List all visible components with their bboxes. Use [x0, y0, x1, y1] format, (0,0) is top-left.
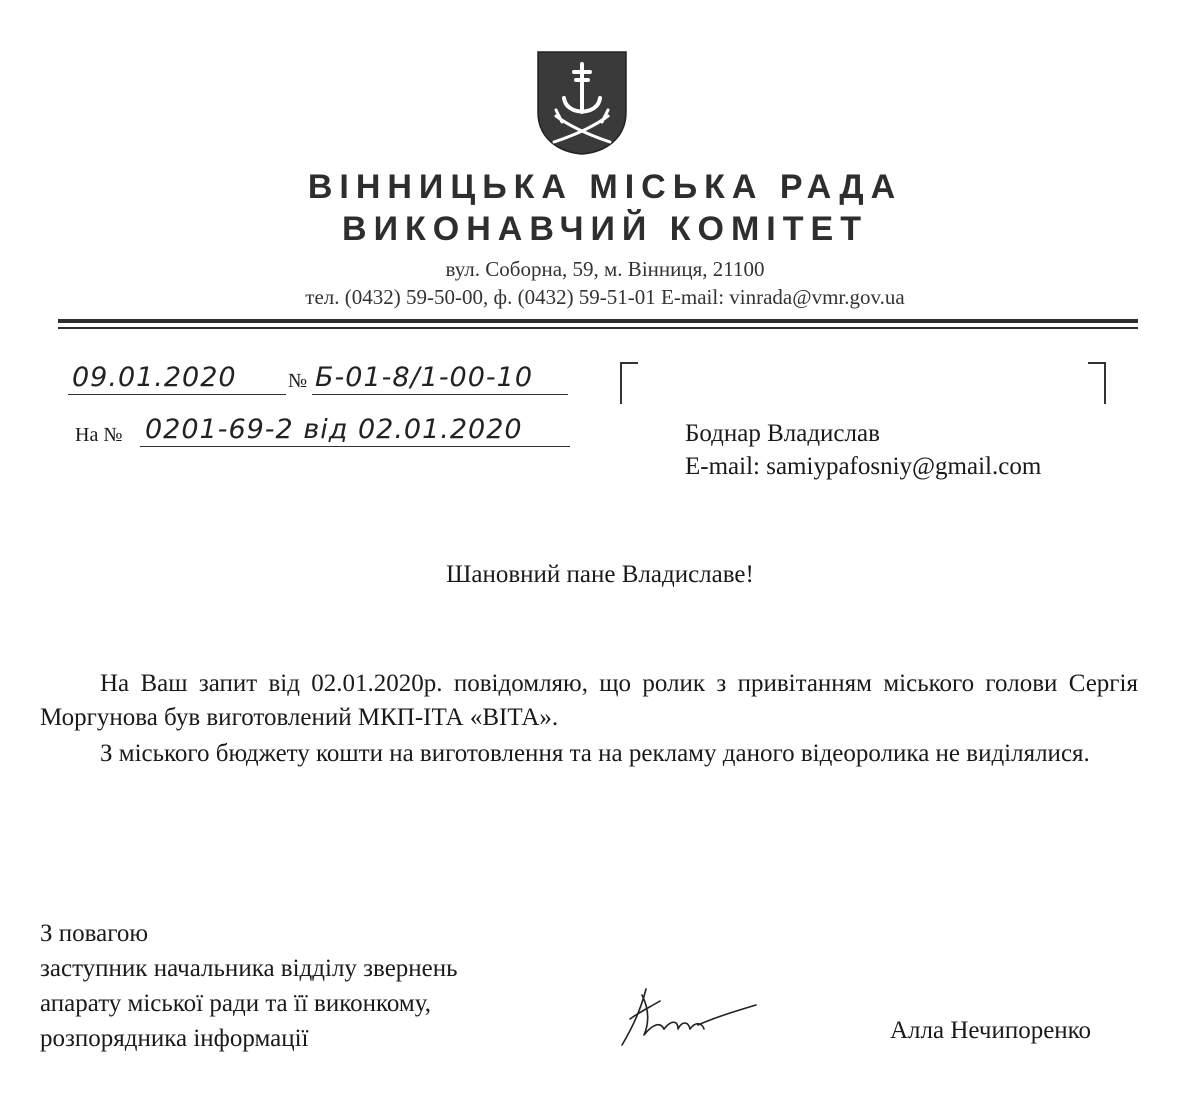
recipient-name: Боднар Владислав	[685, 420, 880, 447]
reply-underline	[140, 446, 570, 447]
address-corner-right	[1088, 362, 1106, 404]
outgoing-number: Б-01-8/1-00-10	[315, 362, 534, 393]
organization-subtitle: ВИКОНАВЧИЙ КОМІТЕТ	[342, 210, 868, 248]
coat-of-arms-icon	[536, 50, 628, 156]
header-divider-thin	[58, 327, 1138, 329]
header-divider-thick	[58, 319, 1138, 323]
outgoing-number-label: №	[288, 370, 308, 392]
recipient-email: E-mail: samiypafosniy@gmail.com	[685, 453, 1042, 480]
letter-paragraph: З міського бюджету кошти на виготовлення та на рекламу даного відеоролика не виділялися.	[100, 740, 1090, 767]
reply-reference-label: На №	[75, 424, 123, 446]
date-underline	[68, 394, 286, 395]
signatory-name: Алла Нечипоренко	[890, 1017, 1092, 1044]
signatory-position-line: апарату міської ради та її виконкому,	[40, 990, 431, 1017]
outgoing-date: 09.01.2020	[72, 362, 237, 393]
organization-contacts: тел. (0432) 59-50-00, ф. (0432) 59-51-01 E-mail: vinrada@vmr.gov.ua	[305, 285, 905, 309]
organization-name: ВІННИЦЬКА МІСЬКА РАДА	[307, 168, 903, 206]
salutation: Шановний пане Владиславе!	[446, 561, 754, 588]
closing-regards: З повагою	[40, 920, 149, 947]
address-corner-left	[620, 362, 638, 404]
letter-paragraph: На Ваш запит від 02.01.2020р. повідомляю, що ролик з привітанням міського голови Сергія Моргунова був виготовлений МКП-ІТА «ВІТА».	[40, 670, 1138, 731]
organization-address: вул. Соборна, 59, м. Вінниця, 21100	[445, 257, 765, 281]
reply-reference: 0201-69-2 від 02.01.2020	[145, 414, 523, 445]
number-underline	[312, 394, 568, 395]
signatory-position-line: розпорядника інформації	[40, 1025, 309, 1052]
signatory-position-line: заступник начальника відділу звернень	[40, 955, 458, 982]
handwritten-signature-icon	[612, 985, 760, 1049]
